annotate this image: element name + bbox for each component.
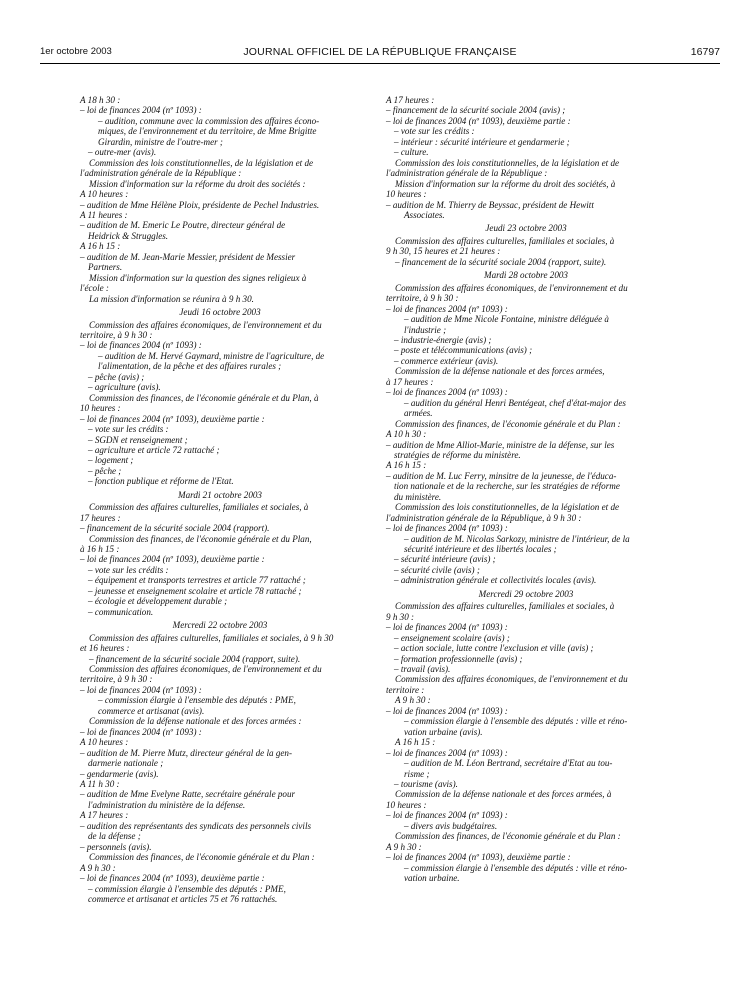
text-line: – audition de M. Luc Ferry, minsitre de la jeunesse, de l'éduca- xyxy=(386,470,617,481)
text-line: 10 heures : xyxy=(386,799,427,810)
text-line: et 16 heures : xyxy=(80,643,130,654)
text-line: – agriculture (avis). xyxy=(88,382,161,393)
text-line: A 11 h 30 : xyxy=(80,779,120,789)
text-line: – équipement et transports terrestres et article 77 rattaché ; xyxy=(88,575,306,586)
text-line: miques, de l'environnement et du territoire, de Mme Brigitte xyxy=(98,126,317,137)
text-line: Commission des finances, de l'économie générale et du Plan, à xyxy=(89,392,319,403)
text-line: A 9 h 30 : xyxy=(386,841,422,852)
text-line: – travail (avis). xyxy=(394,664,451,675)
text-line: à 17 heures : xyxy=(386,376,434,387)
section-date-heading: Mardi 28 octobre 2003 xyxy=(484,270,568,281)
text-line: – commerce extérieur (avis). xyxy=(394,355,499,366)
text-line: Commission de la défense nationale et des forces armées, à xyxy=(395,789,612,800)
text-line: l'administration générale de la République, à 9 h 30 : xyxy=(386,512,582,523)
text-line: – action sociale, lutte contre l'exclusion et ville (avis) ; xyxy=(394,643,594,654)
text-line: territoire, à 9 h 30 : xyxy=(80,329,153,340)
text-line: – loi de finances 2004 (nº 1093), deuxième partie : xyxy=(80,554,265,565)
text-line: – personnels (avis). xyxy=(80,841,152,852)
text-line: l'administration générale de la République : xyxy=(386,168,548,179)
text-line: – audition de Mme Nicole Fontaine, ministre déléguée à xyxy=(404,314,609,325)
text-line: Girardin, ministre de l'outre-mer ; xyxy=(98,136,223,147)
text-line: A 16 h 15 : xyxy=(80,241,121,252)
text-line: – gendarmerie (avis). xyxy=(80,768,159,779)
text-line: Commission des affaires économiques, de l'environnement et du xyxy=(89,664,322,675)
text-line: A 17 heures : xyxy=(386,95,435,105)
text-line: – financement de la sécurité sociale 2004 (rapport). xyxy=(80,523,270,534)
text-line: vation urbaine (avis). xyxy=(404,726,483,737)
text-line: – financement de la sécurité sociale 2004 (rapport, suite). xyxy=(395,256,607,267)
text-line: – outre-mer (avis). xyxy=(88,147,157,158)
section-date-heading: Mercredi 22 octobre 2003 xyxy=(172,620,268,631)
text-line: Mission d'information sur la question des signes religieux à xyxy=(89,272,307,283)
text-line: – écologie et développement durable ; xyxy=(88,596,228,607)
text-line: – loi de finances 2004 (nº 1093) : xyxy=(80,684,202,695)
text-line: – audition de M. Thierry de Beyssac, président de Hewitt xyxy=(386,199,594,210)
text-line: – audition de Mme Evelyne Ratte, secrétaire générale pour xyxy=(80,789,296,800)
text-line: Commission des finances, de l'économie générale et du Plan, xyxy=(89,533,312,544)
text-line: – loi de finances 2004 (nº 1093) : xyxy=(80,726,202,737)
text-line: – loi de finances 2004 (nº 1093) : xyxy=(386,387,508,398)
text-line: – commission élargie à l'ensemble des députés : PME, xyxy=(88,883,286,894)
text-line: – loi de finances 2004 (nº 1093) : xyxy=(386,523,508,534)
text-line: – audition de M. Jean-Marie Messier, président de Messier xyxy=(80,251,296,262)
text-line: A 17 heures : xyxy=(80,810,129,821)
text-line: Commission des affaires économiques, de l'environnement et du xyxy=(395,282,628,293)
text-line: – jeunesse et enseignement scolaire et article 78 rattaché ; xyxy=(88,585,302,596)
text-line: – formation professionnelle (avis) ; xyxy=(394,653,523,664)
text-line: – audition de M. Léon Bertrand, secrétaire d'Etat au tou- xyxy=(404,758,613,769)
text-line: – tourisme (avis). xyxy=(394,779,458,789)
text-line: Commission des finances, de l'économie générale et du Plan : xyxy=(89,852,315,863)
text-line: – fonction publique et réforme de l'Etat. xyxy=(88,476,234,487)
text-line: Mission d'information sur la réforme du droit des sociétés, à xyxy=(395,178,616,189)
text-line: – audition du général Henri Bentégeat, chef d'état-major des xyxy=(404,397,626,408)
text-line: – loi de finances 2004 (nº 1093) : xyxy=(386,705,508,716)
text-line: – logement ; xyxy=(88,455,134,466)
text-line: – loi de finances 2004 (nº 1093), deuxième partie : xyxy=(386,115,571,126)
text-line: – pêche (avis) ; xyxy=(88,371,145,382)
text-line: – SGDN et renseignement ; xyxy=(88,434,188,445)
text-line: – loi de finances 2004 (nº 1093) : xyxy=(386,622,508,633)
text-line: Commission des affaires économiques, de l'environnement et du xyxy=(89,319,322,330)
text-line: 17 heures : xyxy=(80,512,121,523)
text-line: – commission élargie à l'ensemble des députés : ville et réno- xyxy=(404,862,628,873)
text-line: – communication. xyxy=(88,606,154,617)
text-line: – loi de finances 2004 (nº 1093) : xyxy=(386,303,508,314)
text-line: – culture. xyxy=(394,147,429,158)
text-line: – financement de la sécurité sociale 2004 (rapport, suite). xyxy=(89,653,301,664)
text-line: Commission de la défense nationale et des forces armées, xyxy=(395,366,605,377)
text-line: – audition de Mme Alliot-Marie, ministre de la défense, sur les xyxy=(386,439,615,450)
text-line: territoire, à 9 h 30 : xyxy=(386,293,459,304)
text-line: – audition, commune avec la commission des affaires écono- xyxy=(98,115,320,126)
text-line: sécurité intérieure et des libertés locales ; xyxy=(404,544,557,555)
text-line: Associates. xyxy=(404,209,445,220)
text-line: – divers avis budgétaires. xyxy=(404,820,498,831)
text-line: territoire, à 9 h 30 : xyxy=(80,674,153,685)
text-line: A 10 h 30 : xyxy=(386,429,427,440)
text-line: – audition de M. Pierre Mutz, directeur général de la gen- xyxy=(80,747,292,758)
text-line: – commission élargie à l'ensemble des députés : PME, xyxy=(98,695,296,706)
text-line: à 16 h 15 : xyxy=(80,544,120,555)
right-column xyxy=(386,95,666,884)
text-line: – administration générale et collectivités locales (avis). xyxy=(394,575,597,586)
text-line: A 9 h 30 : xyxy=(80,862,116,873)
text-line: Commission des lois constitutionnelles, de la législation et de xyxy=(89,157,314,168)
text-line: 9 h 30 : xyxy=(386,611,415,622)
text-line: – loi de finances 2004 (nº 1093), deuxième partie : xyxy=(80,413,265,424)
page-number: 16797 xyxy=(690,46,720,58)
text-line: Commission des lois constitutionnelles, de la législation et de xyxy=(395,502,620,513)
text-line: – audition de M. Hervé Gaymard, ministre de l'agriculture, de xyxy=(98,350,325,361)
text-line: Commission des finances, de l'économie générale et du Plan : xyxy=(395,418,621,429)
text-line: – sécurité civile (avis) ; xyxy=(394,564,480,575)
text-line: La mission d'information se réunira à 9 h 30. xyxy=(89,293,254,304)
text-line: Commission des affaires culturelles, familiales et sociales, à xyxy=(395,235,615,246)
text-line: 10 heures : xyxy=(386,189,427,200)
text-line: Mission d'information sur la réforme du droit des sociétés : xyxy=(89,178,306,189)
text-line: – sécurité intérieure (avis) ; xyxy=(394,554,496,565)
text-line: – loi de finances 2004 (nº 1093) : xyxy=(386,810,508,821)
text-line: 9 h 30, 15 heures et 21 heures : xyxy=(386,246,501,257)
text-line: de la défense ; xyxy=(88,831,141,842)
text-line: – audition de M. Emeric Le Poutre, directeur général de xyxy=(80,220,286,231)
section-date-heading: Jeudi 16 octobre 2003 xyxy=(179,307,261,318)
text-line: – intérieur : sécurité intérieure et gendarmerie ; xyxy=(394,136,570,147)
text-line: commerce et artisanat (avis). xyxy=(98,705,205,716)
section-date-heading: Mardi 21 octobre 2003 xyxy=(178,489,262,500)
journal-title: JOURNAL OFFICIEL DE LA RÉPUBLIQUE FRANÇAISE xyxy=(243,46,517,58)
text-line: – audition de Mme Hélène Ploix, présidente de Pechel Industries. xyxy=(80,199,320,210)
text-line: – poste et télécommunications (avis) ; xyxy=(394,345,533,356)
text-line: l'industrie ; xyxy=(404,324,447,335)
text-line: A 9 h 30 : xyxy=(395,695,431,706)
text-line: – financement de la sécurité sociale 2004 (avis) ; xyxy=(386,105,566,116)
text-line: A 16 h 15 : xyxy=(395,737,436,748)
text-line: A 16 h 15 : xyxy=(386,460,427,471)
text-line: commerce et artisanat et articles 75 et 76 rattachés. xyxy=(88,893,278,904)
text-line: Commission des finances, de l'économie générale et du Plan : xyxy=(395,831,621,842)
header-rule xyxy=(40,63,720,64)
text-line: vation urbaine. xyxy=(404,873,460,884)
text-line: risme ; xyxy=(404,768,430,779)
header-date: 1er octobre 2003 xyxy=(40,46,112,57)
left-column xyxy=(80,95,360,904)
text-line: darmerie nationale ; xyxy=(88,758,164,769)
text-line: du ministère. xyxy=(394,491,442,502)
text-line: stratégies de réforme du ministère. xyxy=(394,449,521,460)
text-line: l'école : xyxy=(80,283,109,294)
text-line: A 10 heures : xyxy=(80,737,129,748)
text-line: – agriculture et article 72 rattaché ; xyxy=(88,444,220,455)
text-line: A 18 h 30 : xyxy=(80,95,121,105)
text-line: Commission des lois constitutionnelles, de la législation et de xyxy=(395,157,620,168)
text-line: Heidrick & Struggles. xyxy=(88,230,169,241)
text-line: Commission des affaires culturelles, familiales et sociales, à 9 h 30 xyxy=(89,632,334,643)
text-line: – enseignement scolaire (avis) ; xyxy=(394,632,510,643)
text-line: – vote sur les crédits : xyxy=(88,564,169,575)
text-line: – commission élargie à l'ensemble des députés : ville et réno- xyxy=(404,716,628,727)
text-line: 10 heures : xyxy=(80,403,121,414)
section-date-heading: Jeudi 23 octobre 2003 xyxy=(485,223,567,234)
text-line: territoire : xyxy=(386,684,425,695)
text-line: – industrie-énergie (avis) ; xyxy=(394,334,492,345)
text-line: – loi de finances 2004 (nº 1093) : xyxy=(80,340,202,351)
text-line: – vote sur les crédits : xyxy=(394,126,475,137)
text-line: Partners. xyxy=(88,262,123,273)
text-line: l'alimentation, de la pêche et des affaires rurales ; xyxy=(98,361,282,372)
text-line: l'administration du ministère de la défense. xyxy=(88,799,246,810)
section-date-heading: Mercredi 29 octobre 2003 xyxy=(478,588,574,599)
text-line: tion nationale et de la recherche, sur les stratégies de réforme xyxy=(394,481,620,492)
text-line: – vote sur les crédits : xyxy=(88,424,169,435)
page-header xyxy=(40,46,720,60)
text-line: A 10 heures : xyxy=(80,189,129,200)
text-line: l'administration générale de la République : xyxy=(80,168,242,179)
text-line: Commission de la défense nationale et des forces armées : xyxy=(89,716,302,727)
text-line: – loi de finances 2004 (nº 1093), deuxième partie : xyxy=(80,873,265,884)
text-line: – loi de finances 2004 (nº 1093) : xyxy=(80,105,202,116)
text-line: – loi de finances 2004 (nº 1093) : xyxy=(386,747,508,758)
text-line: A 11 heures : xyxy=(80,209,128,220)
text-line: – pêche ; xyxy=(88,465,122,476)
text-line: – audition de M. Nicolas Sarkozy, ministre de l'intérieur, de la xyxy=(404,533,630,544)
text-line: Commission des affaires économiques, de l'environnement et du xyxy=(395,674,628,685)
text-line: Commission des affaires culturelles, familiales et sociales, à xyxy=(89,502,309,513)
text-line: Commission des affaires culturelles, familiales et sociales, à xyxy=(395,601,615,612)
text-line: armées. xyxy=(404,408,433,419)
text-line: – audition des représentants des syndicats des personnels civils xyxy=(80,820,312,831)
text-line: – loi de finances 2004 (nº 1093), deuxième partie : xyxy=(386,852,571,863)
